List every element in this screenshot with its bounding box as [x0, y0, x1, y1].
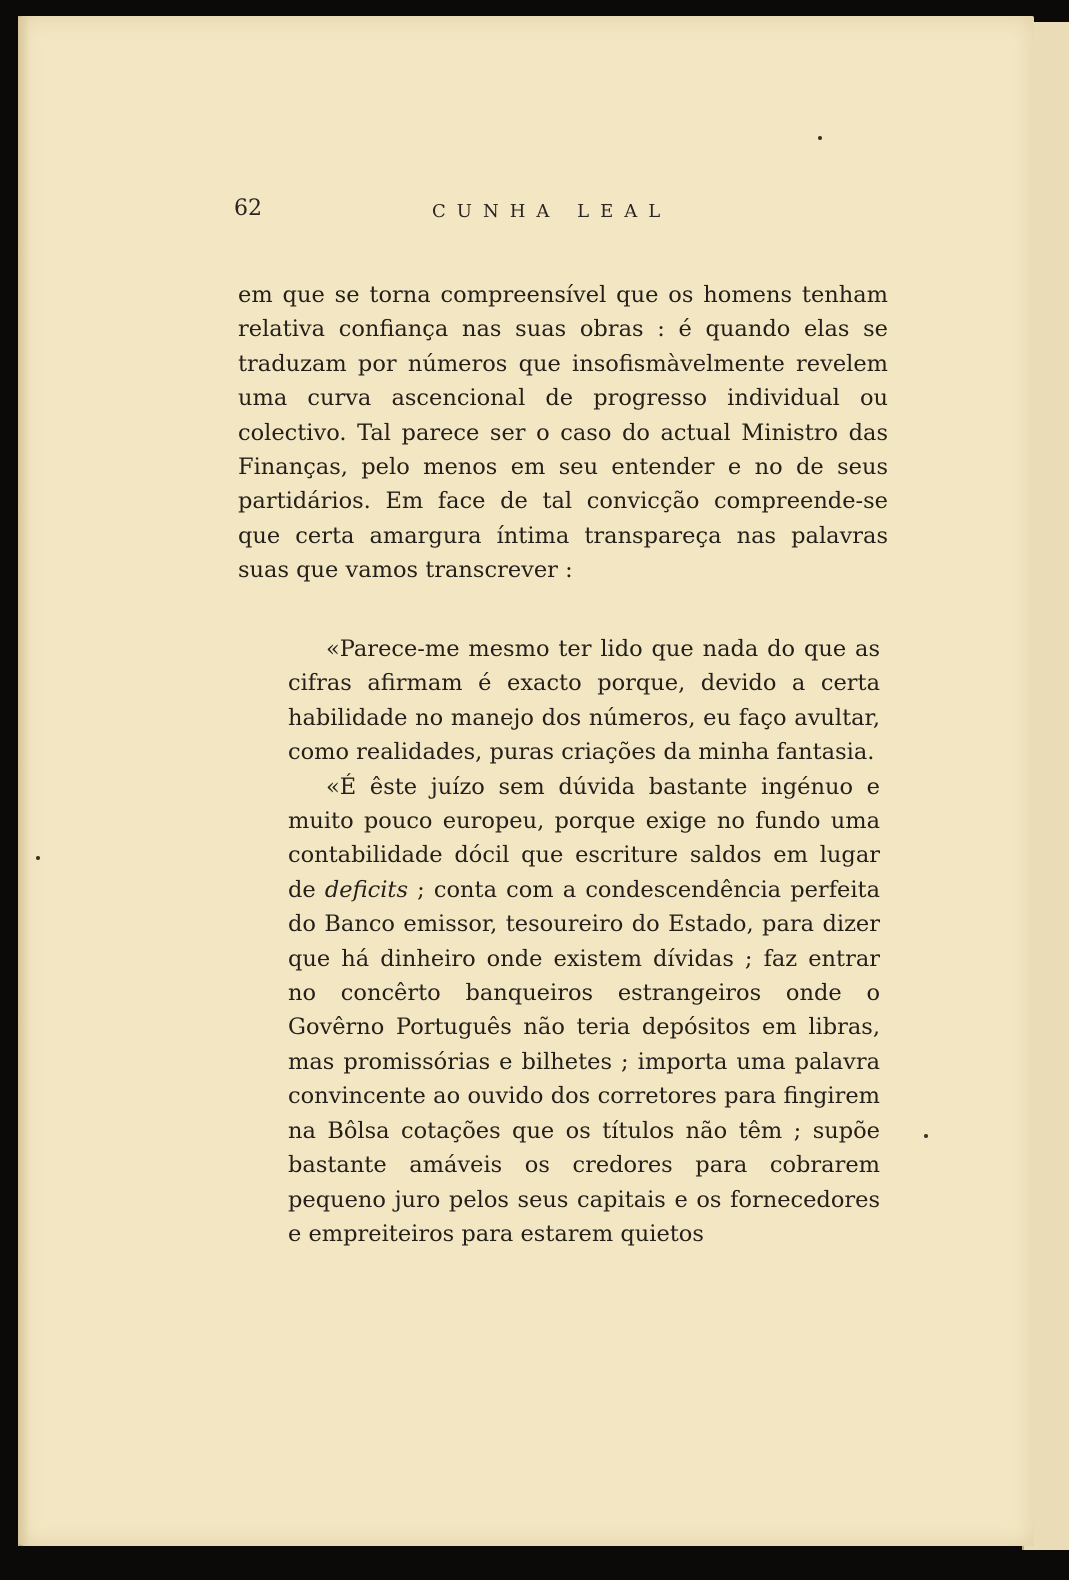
- paper-speck: [924, 1134, 928, 1138]
- quote-text: «É êste juízo sem dúvida bastante ingénuo e muito pouco europeu, porque exige no fundo uma contabilidade dócil que escriture saldos em lugar de: [288, 773, 880, 903]
- page-number: 62: [234, 196, 262, 221]
- quote-paragraph: [288, 770, 880, 1252]
- quote-text: ; conta com a condescendência perfeita do Banco emissor, tesoureiro do Estado, para dizer que há dinheiro onde existem dívidas ; faz entrar no concêrto banqueiros estrangeiros onde o Govêrno Português não teria depósitos em libras, mas promissórias e bilhetes ; importa uma palavra convincente ao ouvido dos corretores para fingirem na Bôlsa cotações que os títulos não têm ; supõe bastante amáveis os credores para cobrarem pequeno juro pelos seus capitais e os fornecedores e empreiteiros para estarem quietos: [288, 876, 880, 1247]
- block-quote: [288, 632, 880, 1251]
- page-header: [222, 194, 922, 234]
- body-paragraph: em que se torna compreensível que os homens tenham relativa confiança nas suas obras : é quando elas se traduzam por números que insofismàvelmente revelem uma curva ascencional de progresso individual ou colectivo. Tal parece ser o caso do actual Ministro das Finanças, pelo menos em seu entender e no de seus partidários. Em face de tal convicção compreende-se que certa amargura íntima transpareça nas palavras suas que vamos transcrever :: [238, 282, 888, 584]
- quote-italic-term: deficits: [324, 876, 408, 903]
- body-text: [238, 278, 888, 588]
- paper-speck: [36, 856, 40, 860]
- running-head: CUNHA LEAL: [432, 201, 672, 222]
- quote-paragraph: «Parece-me mesmo ter lido que nada do que as cifras afirmam é exacto porque, devido a certa habilidade no manejo dos números, eu faço avultar, como realidades, puras criações da minha fantasia.: [288, 636, 880, 766]
- paper-speck: [818, 136, 822, 140]
